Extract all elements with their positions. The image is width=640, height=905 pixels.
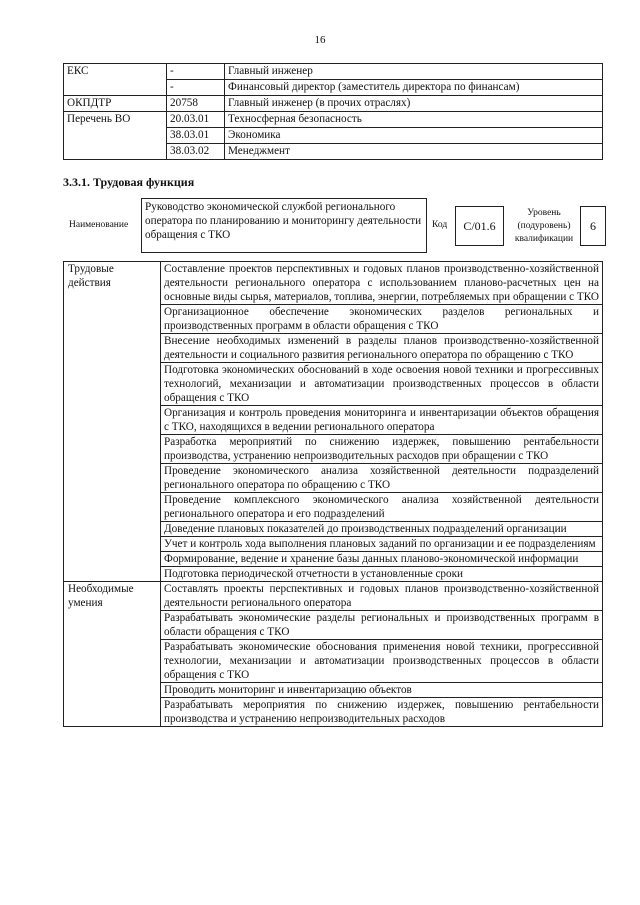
labor-action-text: Организационное обеспечение экономических разделов региональных и производственных программ в области обращения с ТКО <box>161 305 603 334</box>
reference-cell-c1: ЕКС <box>64 64 167 80</box>
reference-row <box>64 64 603 80</box>
skills-label: Необходимые умения <box>64 582 161 611</box>
reference-cell-c3: Экономика <box>225 128 603 144</box>
category-cell-empty <box>64 406 161 435</box>
category-cell-empty <box>64 552 161 567</box>
reference-cell-c2: - <box>167 64 225 80</box>
category-cell-empty <box>64 683 161 698</box>
labor-action-row <box>64 537 603 552</box>
level-label: Уровень (подуровень) квалификации <box>514 208 574 244</box>
category-cell-empty <box>64 464 161 493</box>
reference-cell-c2: 38.03.01 <box>167 128 225 144</box>
reference-cell-c3: Главный инженер <box>225 64 603 80</box>
category-cell-empty <box>64 611 161 640</box>
reference-row <box>64 96 603 112</box>
skill-text: Разрабатывать мероприятия по снижению издержек, повышению рентабельности производства и устранению непроизводительных расходов <box>161 698 603 727</box>
labor-action-text: Учет и контроль хода выполнения плановых заданий по организации и ее подразделениям <box>161 537 603 552</box>
reference-cell-c3: Главный инженер (в прочих отраслях) <box>225 96 603 112</box>
skill-text: Разрабатывать экономические разделы региональных и производственных программ в области обращения с ТКО <box>161 611 603 640</box>
name-label: Наименование <box>69 220 129 230</box>
labor-action-row <box>64 334 603 363</box>
page-number: 16 <box>314 34 326 46</box>
labor-action-row <box>64 363 603 406</box>
skill-text: Проводить мониторинг и инвентаризацию объектов <box>161 683 603 698</box>
labor-action-text: Проведение комплексного экономического анализа хозяйственной деятельности регионального оператора и его подразделений <box>161 493 603 522</box>
labor-function-detail-table <box>63 261 603 727</box>
skill-text: Составлять проекты перспективных и годовых планов производственно-хозяйственной деятельности регионального оператора <box>161 582 603 611</box>
level-value-box: 6 <box>580 206 606 246</box>
labor-action-text: Подготовка периодической отчетности в установленные сроки <box>161 567 603 582</box>
labor-action-text: Подготовка экономических обоснований в ходе освоения новой техники и прогрессивных технологий, механизации и автоматизации производственных процессов в области обращения с ТКО <box>161 363 603 406</box>
reference-cell-c2: 20758 <box>167 96 225 112</box>
reference-cell-c3: Менеджмент <box>225 144 603 160</box>
skill-text: Разрабатывать экономические обоснования применения новой техники, прогрессивной технологии, механизации и автоматизации производственных процессов в области обращения с ТКО <box>161 640 603 683</box>
labor-action-row <box>64 493 603 522</box>
labor-action-row <box>64 262 603 305</box>
skill-row <box>64 683 603 698</box>
code-label: Код <box>432 220 448 230</box>
skill-row <box>64 582 603 611</box>
skill-row <box>64 611 603 640</box>
category-cell-empty <box>64 493 161 522</box>
labor-action-text: Организация и контроль проведения мониторинга и инвентаризации объектов обращения с ТКО, находящихся в ведении регионального оператора <box>161 406 603 435</box>
reference-cell-c2: 20.03.01 <box>167 112 225 128</box>
category-cell-empty <box>64 537 161 552</box>
qualification-reference-table <box>63 63 603 160</box>
labor-action-row <box>64 567 603 582</box>
skill-row <box>64 698 603 727</box>
labor-action-text: Разработка мероприятий по снижению издержек, повышению рентабельности производства, устранению непроизводительных расходов при обращении с ТКО <box>161 435 603 464</box>
labor-action-row <box>64 406 603 435</box>
category-cell-empty <box>64 698 161 727</box>
labor-function-header <box>63 198 603 253</box>
reference-row <box>64 128 603 144</box>
reference-cell-c2: - <box>167 80 225 96</box>
category-cell-empty <box>64 435 161 464</box>
skill-row <box>64 640 603 683</box>
labor-action-row <box>64 435 603 464</box>
category-cell-empty <box>64 305 161 334</box>
labor-action-row <box>64 464 603 493</box>
reference-cell-c1 <box>64 128 167 144</box>
reference-cell-c2: 38.03.02 <box>167 144 225 160</box>
labor-action-text: Формирование, ведение и хранение базы данных планово-экономической информации <box>161 552 603 567</box>
reference-row <box>64 80 603 96</box>
category-cell-empty <box>64 522 161 537</box>
reference-cell-c3: Техносферная безопасность <box>225 112 603 128</box>
function-name-box: Руководство экономической службой регионального оператора по планированию и мониторингу деятельности обращения с ТКО <box>141 198 427 253</box>
labor-actions-label: Трудовые действия <box>64 262 161 305</box>
category-cell-empty <box>64 567 161 582</box>
labor-action-text: Внесение необходимых изменений в разделы планов производственно-хозяйственной деятельности и социального развития регионального оператора по обращению с ТКО <box>161 334 603 363</box>
reference-cell-c1: ОКПДТР <box>64 96 167 112</box>
labor-action-row <box>64 552 603 567</box>
section-heading: 3.3.1. Трудовая функция <box>63 175 195 189</box>
reference-row <box>64 112 603 128</box>
category-cell-empty <box>64 334 161 363</box>
reference-row <box>64 144 603 160</box>
labor-action-row <box>64 522 603 537</box>
function-code-box: C/01.6 <box>455 206 504 246</box>
category-cell-empty <box>64 640 161 683</box>
reference-cell-c1 <box>64 80 167 96</box>
labor-action-text: Доведение плановых показателей до производственных подразделений организации <box>161 522 603 537</box>
reference-cell-c1 <box>64 144 167 160</box>
labor-action-text: Составление проектов перспективных и годовых планов производственно-хозяйственной деятельности регионального оператора с использованием планово-расчетных цен на основные виды сырья, материалов, топлива, энергии, потребляемых при обращении с ТКО <box>161 262 603 305</box>
reference-cell-c1: Перечень ВО <box>64 112 167 128</box>
labor-action-text: Проведение экономического анализа хозяйственной деятельности подразделений регионального оператора по обращению с ТКО <box>161 464 603 493</box>
labor-action-row <box>64 305 603 334</box>
category-cell-empty <box>64 363 161 406</box>
reference-cell-c3: Финансовый директор (заместитель директора по финансам) <box>225 80 603 96</box>
